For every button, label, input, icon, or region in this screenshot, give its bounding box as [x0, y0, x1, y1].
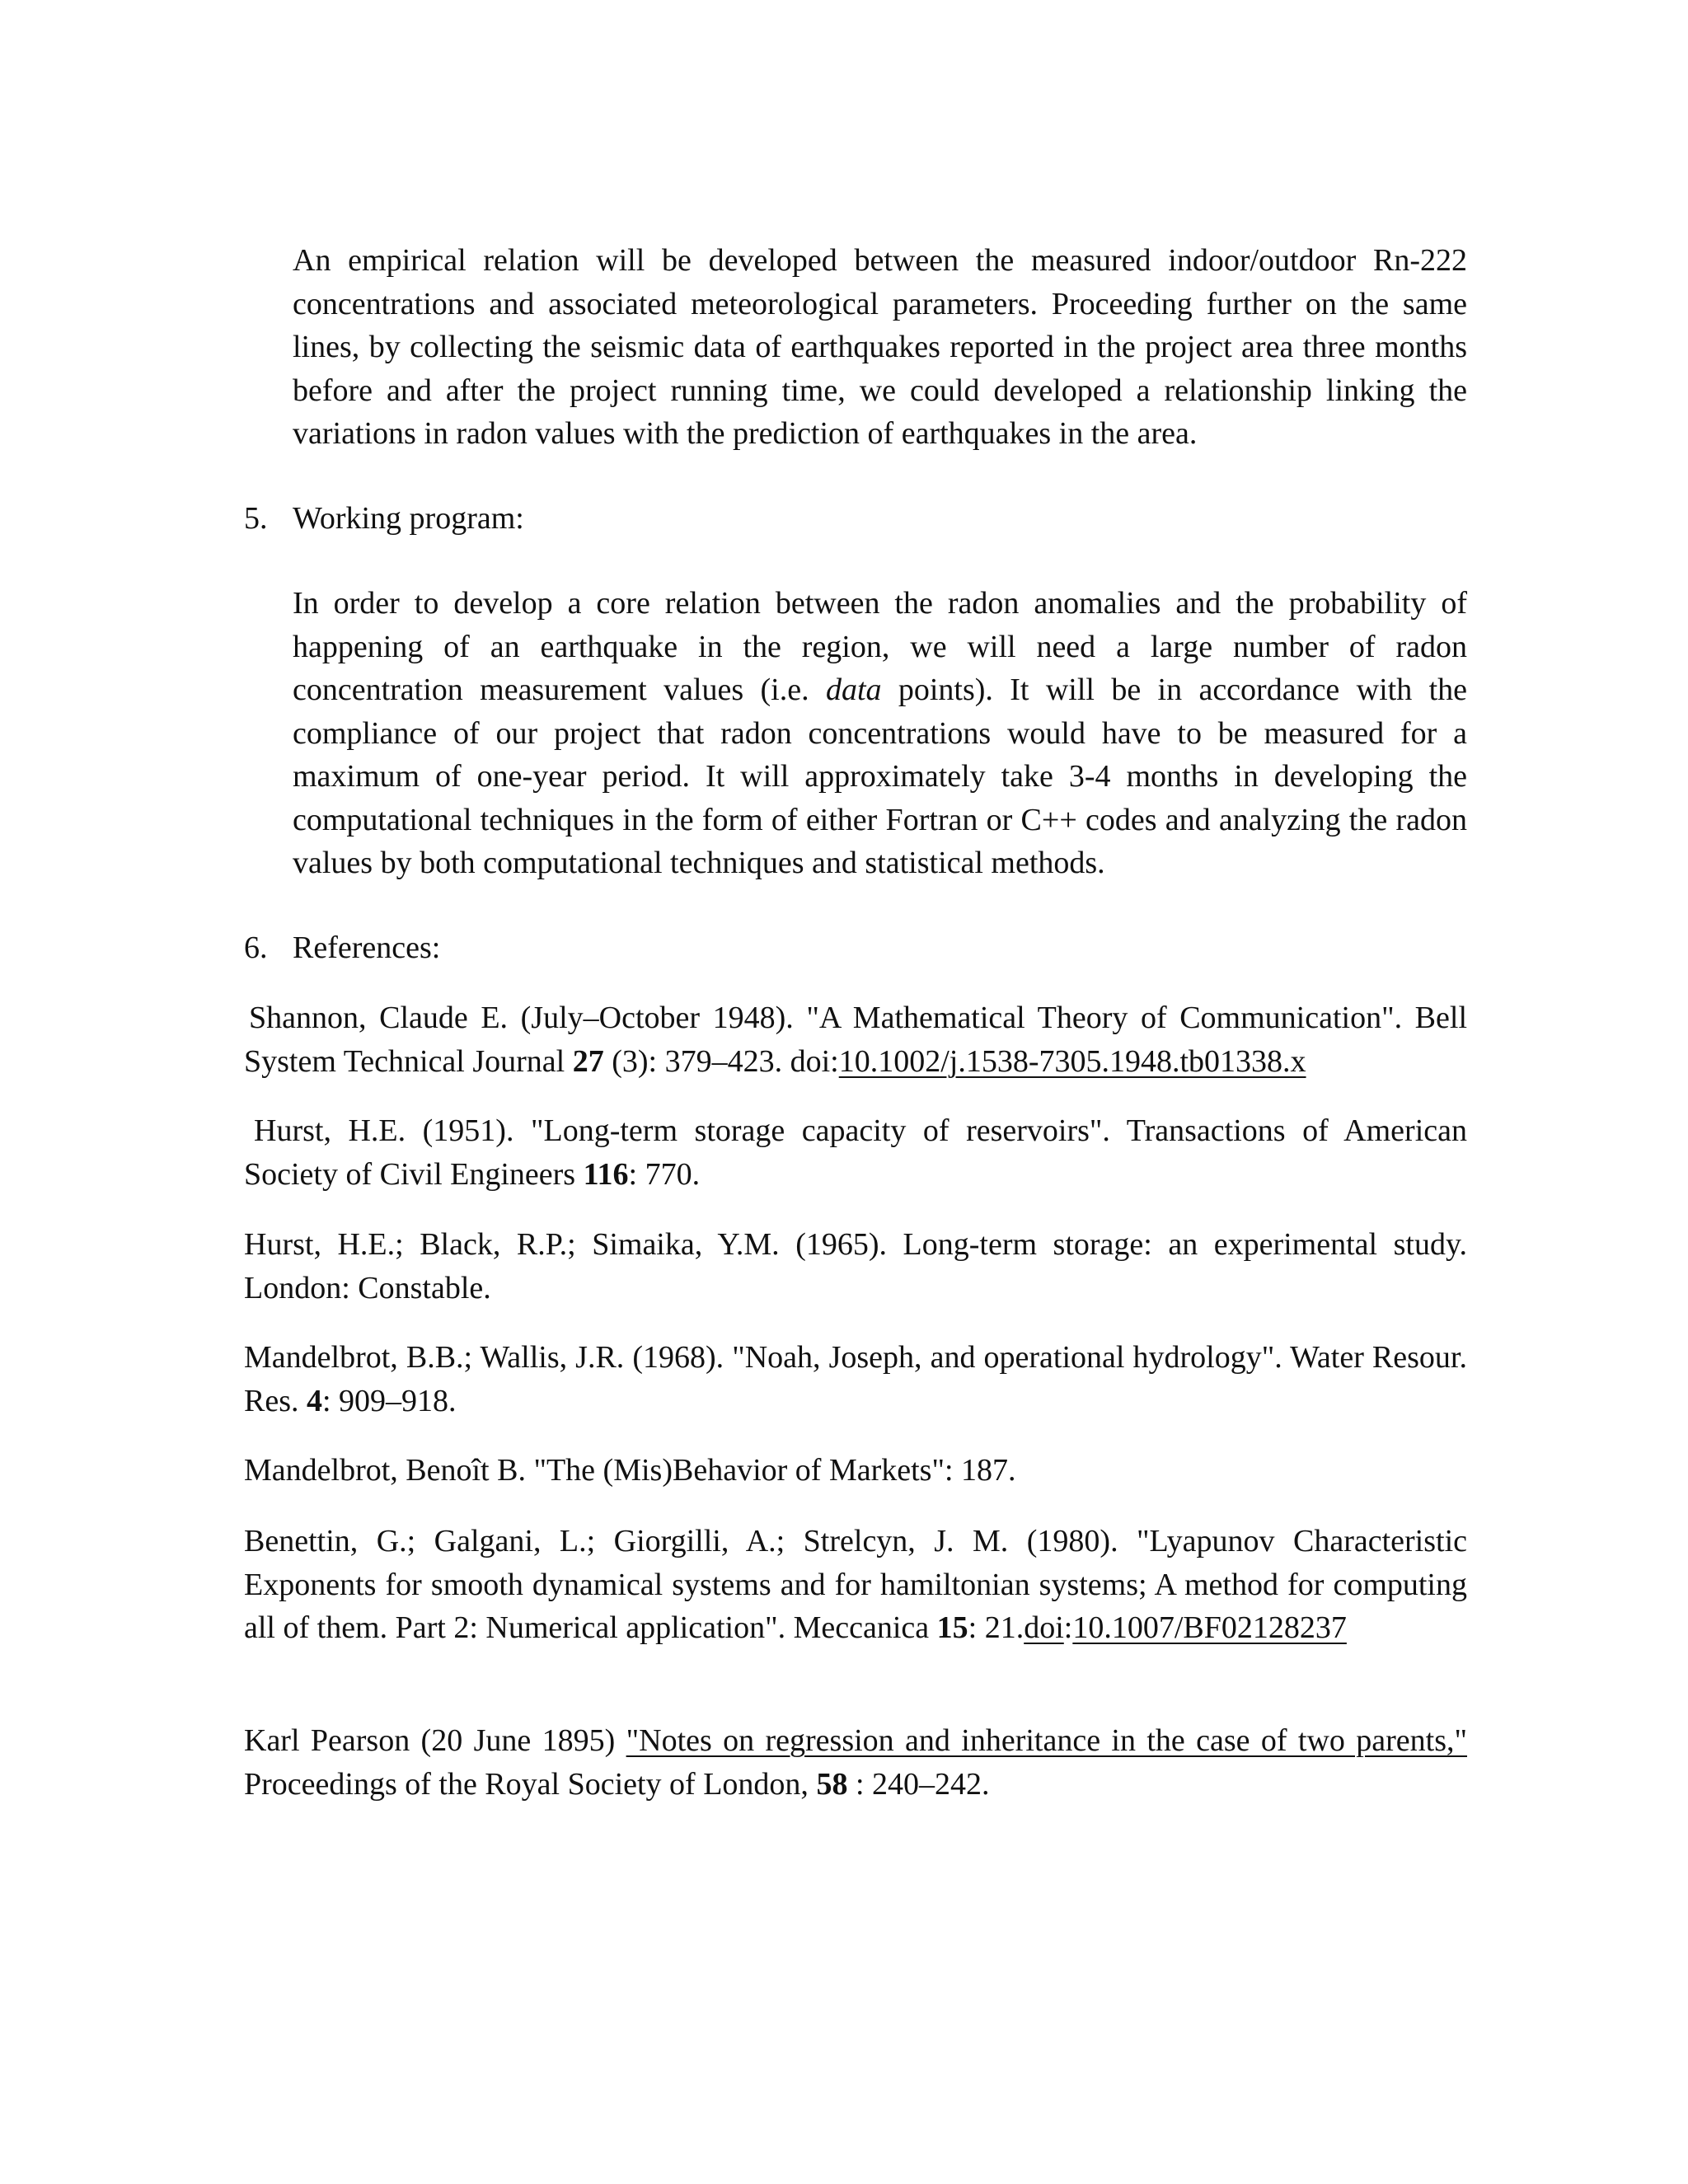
section-5-heading — [244, 497, 524, 540]
reference-benettin-pages: : 21. — [968, 1610, 1025, 1645]
reference-benettin-text: Benettin, G.; Galgani, L.; Giorgilli, A.; Strelcyn, J. M. (1980). "Lyapunov Characteristic Exponents for smooth dynamical systems and for hamiltonian systems; A method for computing all of them. Part 2: Numerical application". Meccanica — [244, 1524, 1467, 1645]
working-program-text-2: points). It will be in accordance with the compliance of our project that radon concentrations would have to be measured for a maximum of one-year period. It will approximately take 3-4 months in developing the computational techniques in the form of either Fortran or C++ codes and analyzing the radon values by both computational techniques and statistical methods. — [293, 673, 1467, 880]
reference-mandelbrot-1968-rest: : 909–918. — [322, 1383, 457, 1418]
reference-pearson-pages: : 240–242. — [847, 1766, 990, 1802]
section-6-heading — [244, 926, 440, 969]
reference-hurst-1965: Hurst, H.E.; Black, R.P.; Simaika, Y.M. (1965). Long-term storage: an experimental study. London: Constable. — [244, 1227, 1467, 1305]
section-5-number: 5. — [244, 501, 268, 536]
reference-pearson-text: Karl Pearson (20 June 1895) — [244, 1723, 626, 1758]
reference-mandelbrot-1968-text: Mandelbrot, B.B.; Wallis, J.R. (1968). "Noah, Joseph, and operational hydrology". Water Resour. Res. — [244, 1340, 1467, 1418]
reference-benettin-doi-label-link[interactable]: doi — [1024, 1610, 1064, 1645]
reference-mandelbrot-markets: Mandelbrot, Benoît B. "The (Mis)Behavior of Markets": 187. — [244, 1453, 1016, 1488]
reference-hurst-1951-volume: 116 — [583, 1156, 629, 1192]
section-6-number: 6. — [244, 930, 268, 965]
reference-mandelbrot-1968 — [244, 1336, 1467, 1422]
reference-shannon-text: Shannon, Claude E. (July–October 1948). "A Mathematical Theory of Communication". Bell System Technical Journal — [244, 1001, 1467, 1079]
section-5-title: Working program: — [293, 501, 524, 536]
reference-pearson-volume: 58 — [816, 1766, 848, 1802]
reference-pearson — [244, 1719, 1467, 1806]
reference-pearson-title-link[interactable]: "Notes on regression and inheritance in the case of two parents," — [626, 1723, 1468, 1758]
intro-paragraph: An empirical relation will be developed between the measured indoor/outdoor Rn-222 concentrations and associated meteorological parameters. Proceeding further on the same lines, by collecting the seismic data of earthquakes reported in the project area three months before and after the project running time, we could developed a relationship linking the variations in radon values with the prediction of earthquakes in the area. — [293, 243, 1467, 451]
reference-shannon-doi-link[interactable]: 10.1002/j.1538-7305.1948.tb01338.x — [838, 1043, 1306, 1079]
reference-benettin — [244, 1520, 1467, 1650]
reference-hurst-1951 — [244, 1109, 1467, 1196]
reference-hurst-1951-text: Hurst, H.E. (1951). "Long-term storage capacity of reservoirs". Transactions of American Society of Civil Engineers — [244, 1113, 1467, 1192]
reference-shannon-volume: 27 — [572, 1043, 604, 1079]
reference-benettin-doi-link[interactable]: 10.1007/BF02128237 — [1072, 1610, 1347, 1645]
reference-hurst-1951-rest: : 770. — [628, 1156, 701, 1192]
reference-benettin-volume: 15 — [936, 1610, 968, 1645]
reference-benettin-colon: : — [1063, 1610, 1073, 1645]
reference-pearson-rest: Proceedings of the Royal Society of London, — [244, 1766, 817, 1802]
working-program-text-1: In order to develop a core relation between the radon anomalies and the probability of happening of an earthquake in the region, we will need a large number of radon concentration measurement values (i.e. — [293, 586, 1467, 707]
reference-shannon — [244, 996, 1467, 1083]
reference-shannon-rest: (3): 379–423. doi: — [603, 1043, 839, 1079]
reference-mandelbrot-1968-volume: 4 — [307, 1383, 322, 1418]
working-program-italic-data: data — [825, 673, 882, 707]
working-program-paragraph — [293, 582, 1467, 885]
section-6-title: References: — [293, 930, 441, 965]
